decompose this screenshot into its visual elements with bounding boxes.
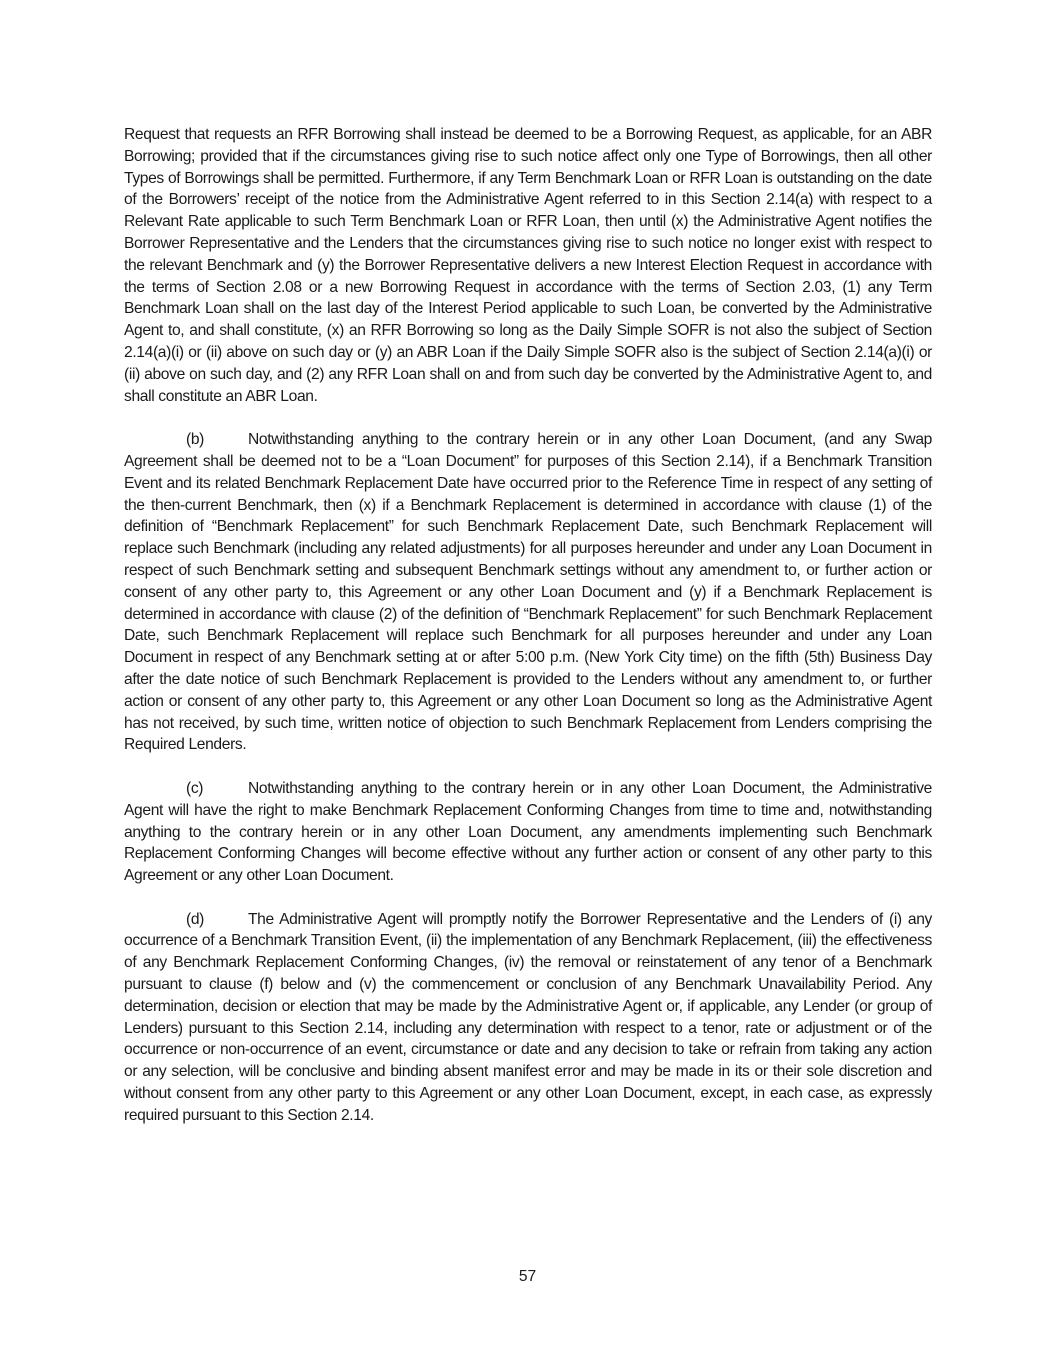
page-number: 57 [518,1268,537,1285]
paragraph-text-d: The Administrative Agent will promptly notify the Borrower Representative and the Lenders of (i) any occurrence of a Benchmark Transition Event, (ii) the implementation of any Benchmark Replacement, (iii) the effectiveness of any Benchmark Replacement Conforming Changes, (iv) the removal or reinstatement of any tenor of a Benchmark pursuant to clause (f) below and (v) the commencement or conclusion of any Benchmark Unavailability Period. Any determination, decision or election that may be made by the Administrative Agent or, if applicable, any Lender (or group of Lenders) pursuant to this Section 2.14, including any determination with respect to a tenor, rate or adjustment or of the occurrence or non-occurrence of an event, circumstance or date and any decision to take or refrain from taking any action or any selection, will be conclusive and binding absent manifest error and may be made in its or their sole discretion and without consent from any other party to this Agreement or any other Loan Document, except, in each case, as expressly required pursuant to this Section 2.14. [124,910,932,1124]
paragraph-c [124,778,932,887]
document-page [124,124,932,1127]
paragraph-b [124,429,932,756]
paragraph-text-c: Notwithstanding anything to the contrary herein or in any other Loan Document, the Administrative Agent will have the right to make Benchmark Replacement Conforming Changes from time to time and, notwithstanding anything to the contrary herein or in any other Loan Document, any amendments implementing such Benchmark Replacement Conforming Changes will become effective without any further action or consent of any other party to this Agreement or any other Loan Document. [124,779,932,885]
paragraph-d [124,909,932,1127]
paragraph-label-d: (d) [186,910,205,928]
paragraph-label-c: (c) [186,779,204,797]
paragraph-continuation: Request that requests an RFR Borrowing shall instead be deemed to be a Borrowing Request, as applicable, for an ABR Borrowing; provided that if the circumstances giving rise to such notice affect only one Type of Borrowings, then all other Types of Borrowings shall be permitted. Furthermore, if any Term Benchmark Loan or RFR Loan is outstanding on the date of the Borrowers’ receipt of the notice from the Administrative Agent referred to in this Section 2.14(a) with respect to a Relevant Rate applicable to such Term Benchmark Loan or RFR Loan, then until (x) the Administrative Agent notifies the Borrower Representative and the Lenders that the circumstances giving rise to such notice no longer exist with respect to the relevant Benchmark and (y) the Borrower Representative delivers a new Interest Election Request in accordance with the terms of Section 2.08 or a new Borrowing Request in accordance with the terms of Section 2.03, (1) any Term Benchmark Loan shall on the last day of the Interest Period applicable to such Loan, be converted by the Administrative Agent to, and shall constitute, (x) an RFR Borrowing so long as the Daily Simple SOFR is not also the subject of Section 2.14(a)(i) or (ii) above on such day or (y) an ABR Loan if the Daily Simple SOFR also is the subject of Section 2.14(a)(i) or (ii) above on such day, and (2) any RFR Loan shall on and from such day be converted by the Administrative Agent to, and shall constitute an ABR Loan. [124,126,932,405]
paragraph-label-b: (b) [186,431,205,449]
paragraph-text-b: Notwithstanding anything to the contrary herein or in any other Loan Document, (and any Swap Agreement shall be deemed not to be a “Loan Document” for purposes of this Section 2.14), if a Benchmark Transition Event and its related Benchmark Replacement Date have occurred prior to the Reference Time in respect of any setting of the then-current Benchmark, then (x) if a Benchmark Replacement is determined in accordance with clause (1) of the definition of “Benchmark Replacement” for such Benchmark Replacement Date, such Benchmark Replacement will replace such Benchmark (including any related adjustments) for all purposes hereunder and under any Loan Document in respect of such Benchmark setting and subsequent Benchmark settings without any amendment to, or further action or consent of any other party to, this Agreement or any other Loan Document and (y) if a Benchmark Replacement is determined in accordance with clause (2) of the definition of “Benchmark Replacement” for such Benchmark Replacement Date, such Benchmark Replacement will replace such Benchmark for all purposes hereunder and under any Loan Document in respect of any Benchmark setting at or after 5:00 p.m. (New York City time) on the fifth (5th) Business Day after the date notice of such Benchmark Replacement is provided to the Lenders without any amendment to, or further action or consent of any other party to, this Agreement or any other Loan Document so long as the Administrative Agent has not received, by such time, written notice of objection to such Benchmark Replacement from Lenders comprising the Required Lenders. [124,431,932,754]
